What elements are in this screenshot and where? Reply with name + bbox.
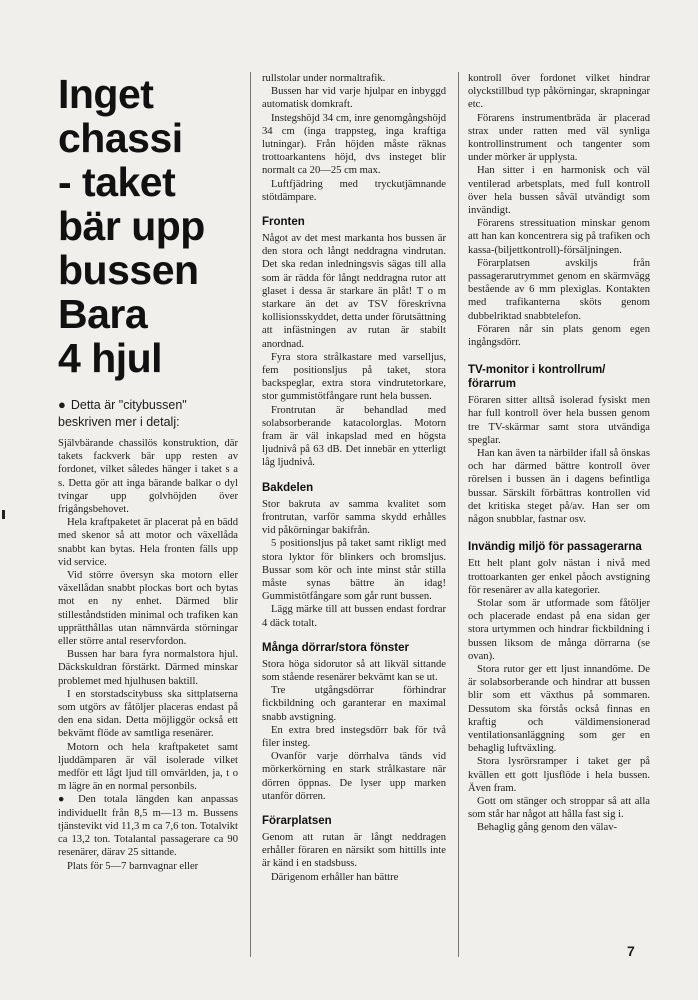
- body-paragraph: Frontrutan är behandlad med solabsorberande katacolorglas. Motorn fram är väl inkapslad med en högsta ljudnivå på 63 dB. Det innebär en ytterligt låg ljudnivå.: [262, 404, 446, 469]
- body-paragraph: Förarplatsen avskiljs från passagerarutrymmet genom en skärmvägg bestående av 6 mm plexiglas. Kontakten med trafikanterna sköts genom dubbelriktad snabbtelefon.: [468, 257, 650, 322]
- body-paragraph: Ett helt plant golv nästan i nivå med trottoarkanten ger enkel påoch avstigning för resenärer av alla kategorier.: [468, 558, 650, 596]
- lead-paragraph: [58, 396, 238, 431]
- section-heading-invandig-miljo: Invändig miljö för passagerarna: [468, 541, 642, 554]
- body-paragraph: Ovanför varje dörrhalva tänds vid mörkerkörning en stark strålkastare när dörren öppnas. De lyser upp marken utanför dörren.: [262, 751, 446, 802]
- column-divider: [458, 72, 459, 957]
- headline-line: 4 hjul: [58, 335, 163, 381]
- body-paragraph: Stor bakruta av samma kvalitet som frontrutan, varför samma skydd erhålles vid påkörningar bakifrån.: [262, 498, 446, 537]
- body-paragraph: Instegshöjd 34 cm, inre genomgångshöjd 34 cm (inga trappsteg, inga kraftiga lutningar). Från höjden måste räknas trottoarkantens höjd, dvs insteget blir normalt ca 20—25 cm max.: [262, 112, 446, 177]
- page-number: 7: [627, 943, 635, 959]
- section-heading-bakdelen: Bakdelen: [262, 481, 314, 494]
- body-paragraph: Gott om stänger och stroppar så att alla som står har något att hålla fast sig i.: [468, 795, 650, 821]
- bullet-icon: ●: [58, 397, 66, 412]
- body-paragraph: Lägg märke till att bussen endast fordrar 4 däck totalt.: [262, 604, 446, 629]
- body-paragraph: rullstolar under normaltrafik.: [262, 73, 386, 84]
- body-paragraph: Bussen har bara fyra normalstora hjul. Däckskuldran förstärkt. Därmed minskar problemet med hjulhusen baktill.: [58, 649, 238, 687]
- body-paragraph: kontroll över fordonet vilket hindrar olyckstillbud typ påkörningar, skrapningar etc.: [468, 73, 650, 111]
- headline-line: Bara: [58, 291, 148, 337]
- column-divider: [250, 72, 251, 957]
- section-heading-fronten: Fronten: [262, 216, 305, 229]
- body-paragraph: Förarens stressituation minskar genom att han kan koncentrera sig på trafiken och kassa-(biljettkontroll)-försäljningen.: [468, 218, 650, 256]
- body-paragraph: Något av det mest markanta hos bussen är den stora och långt neddragna vindrutan. Det ska redan inledningsvis sägas till alla som är rädda för långt neddragna rutor att glaset i dessa är starkare än plåt! T o m starkare än det av TSV föreskrivna kollisionsskyddet, detta under förutsättning att infästningen av rutan är stabilt anordnad.: [262, 233, 446, 350]
- body-paragraph: Föraren sitter alltså isolerad fysiskt men har full kontroll över hela bussen genom tre TV-skärmar samt stora utvändiga speglar.: [468, 395, 650, 446]
- headline-line: - taket: [58, 159, 176, 205]
- body-paragraph: Stora lysrörsramper i taket ger på kvällen ett gott ljusflöde i hela bussen. Även fram.: [468, 756, 650, 794]
- column-left: [58, 72, 238, 873]
- column-right: [468, 72, 650, 835]
- headline: [58, 72, 238, 380]
- body-paragraph: Han kan även ta närbilder ifall så önskas och har därmed bättre kontroll över rörelsen i bussen än i dagens befintliga bussar. Särskilt förbättras kontrollen vid det kritiska steget på/av. Han ser om någon snubblar, fastnar osv.: [468, 448, 650, 526]
- section-heading-tv-monitor: TV-monitor i kontrollrum/ förarrum: [468, 364, 606, 391]
- body-paragraph: Hela kraftpaketet är placerat på en bädd med skenor så att motor och växellåda snabbt kan bytas. Hela fronten fälls upp vid service.: [58, 517, 238, 568]
- body-paragraph: Han sitter i en harmonisk och väl ventilerad arbetsplats, med full kontroll över hela bussen såväl utvändigt som invändigt.: [468, 165, 650, 217]
- body-paragraph: I en storstadscitybuss ska sittplatserna som utgörs av fåtöljer placeras endast på den ena sidan. Detta möjliggör också ett bekvämt flöde av samtliga resenärer.: [58, 688, 238, 740]
- body-paragraph: Föraren når sin plats genom egen ingångsdörr.: [468, 323, 650, 349]
- section-heading-dorrar: Många dörrar/stora fönster: [262, 641, 409, 654]
- body-paragraph: Motorn och hela kraftpaketet samt ljuddämparen är väl isolerade vilket medför ett lågt ljud till omvärlden, ja, t o m lägre än en normal personbils.: [58, 741, 238, 793]
- body-paragraph: Stora rutor ger ett ljust innandöme. De är solabsorberande och hindrar att bussen blir som ett växthus på sommaren. Dessutom ska förstås också finnas en kraftig och väldimensionerad ventilationsanläggning som ger en behaglig luftväxling.: [468, 663, 650, 755]
- body-paragraph: En extra bred instegsdörr bak för två filer insteg.: [262, 724, 446, 749]
- body-paragraph: Stolar som är utformade som fåtöljer och placerade endast på ena sidan ger stora urtymmen och hindrar fickbildning i bussen liksom de många dörrarna (se ovan).: [468, 597, 650, 662]
- body-paragraph: Därigenom erhåller han bättre: [271, 871, 399, 883]
- body-paragraph: Stora höga sidorutor så att likväl sittande som stående resenärer bekvämt kan se ut.: [262, 658, 446, 683]
- body-paragraph: Plats för 5—7 barnvagnar eller: [67, 860, 199, 872]
- headline-line: bär upp: [58, 203, 205, 249]
- body-paragraph: Förarens instrumentbräda är placerad strax under ratten med väl synliga kontrollinstrument och tangenter som under mörker är upplysta.: [468, 112, 650, 164]
- body-paragraph: Tre utgångsdörrar förhindrar fickbildning och garanterar en maximal snabb avstigning.: [262, 685, 446, 723]
- body-paragraph: Behaglig gång genom den välav-: [477, 822, 618, 834]
- headline-line: chassi: [58, 115, 183, 161]
- column-middle: [262, 72, 446, 884]
- body-paragraph: Vid större översyn ska motorn eller växellådan snabbt plockas bort och bytas mot en ny enhet. Därmed blir stilleståndstiden minimal och trafiken kan upprätthållas utan nämnvärda störningar eller större antal reservfordon.: [58, 570, 238, 648]
- body-paragraph: Luftfjädring med tryckutjämnande stötdämpare.: [262, 178, 446, 203]
- headline-line: bussen: [58, 247, 199, 293]
- body-paragraph: Självbärande chassilös konstruktion, där takets fackverk bär upp resten av fordonet, vilket således hänger i taket s a s. Detta gör att inga bärande balkar o dyl tvingar upp golvhöjden över frigångsbehovet.: [58, 438, 238, 516]
- lead-text: Detta är "citybussen" beskriven mer i detalj:: [58, 398, 187, 429]
- body-paragraph: Fyra stora strålkastare med varselljus, fem positionsljus på taket, stora backspeglar, extra stora vindrutetorkare, stor gummistötfångare runt hela bussen.: [262, 351, 446, 403]
- margin-mark: [2, 510, 5, 519]
- body-paragraph: Bussen har vid varje hjulpar en inbyggd automatisk domkraft.: [262, 86, 446, 111]
- headline-line: Inget: [58, 71, 154, 117]
- section-heading-forarplatsen: Förarplatsen: [262, 814, 332, 827]
- body-paragraph: 5 positionsljus på taket samt rikligt med stora lyktor för blinkers och bromsljus. Bussar som kör och inte minst står stilla måste synas bättre än idag! Gummistötfångare som går runt bussen.: [262, 538, 446, 603]
- body-paragraph: Genom att rutan är långt neddragen erhåller föraren en närsikt som hittills inte är känd i en stadsbuss.: [262, 831, 446, 870]
- body-paragraph: ● Den totala längden kan anpassas individuellt från 8,5 m—13 m. Bussens tjänstevikt vid 11,3 m ca 7,6 ton. Totalvikt ca 13,2 ton. Totalantal passagerare ca 90 resenärer, därav 25 sittande.: [58, 794, 238, 859]
